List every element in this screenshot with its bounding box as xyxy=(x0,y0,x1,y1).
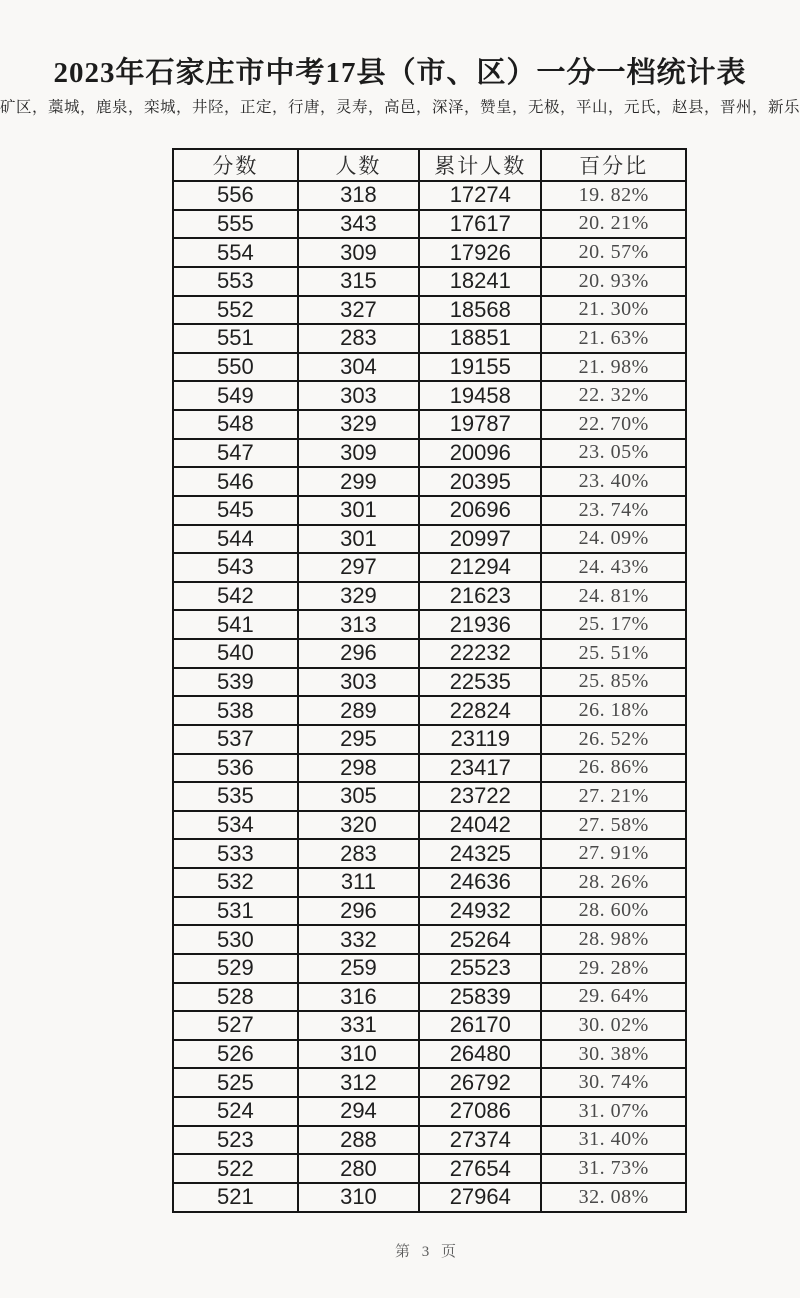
cumulative-cell: 23417 xyxy=(419,754,541,783)
percent-cell: 28. 26% xyxy=(541,868,686,897)
count-cell: 310 xyxy=(298,1040,420,1069)
table-row xyxy=(173,496,686,525)
cumulative-cell: 21623 xyxy=(419,582,541,611)
count-cell: 332 xyxy=(298,925,420,954)
column-header-cumulative: 累计人数 xyxy=(419,149,541,181)
cumulative-cell: 25523 xyxy=(419,954,541,983)
table-row xyxy=(173,267,686,296)
count-cell: 311 xyxy=(298,868,420,897)
table-row xyxy=(173,525,686,554)
count-cell: 295 xyxy=(298,725,420,754)
count-cell: 294 xyxy=(298,1097,420,1126)
cumulative-cell: 21936 xyxy=(419,610,541,639)
county-list-subtitle: 矿区，藁城，鹿泉，栾城，井陉，正定，行唐，灵寿，高邑，深泽，赞皇，无极，平山，元氏，赵县，晋州，新乐 xyxy=(0,99,800,116)
table-row xyxy=(173,725,686,754)
score-cell: 525 xyxy=(173,1068,298,1097)
cumulative-cell: 26792 xyxy=(419,1068,541,1097)
score-cell: 544 xyxy=(173,525,298,554)
percent-cell: 21. 63% xyxy=(541,324,686,353)
cumulative-cell: 20997 xyxy=(419,525,541,554)
cumulative-cell: 17274 xyxy=(419,181,541,210)
cumulative-cell: 19458 xyxy=(419,381,541,410)
table-row xyxy=(173,1011,686,1040)
percent-cell: 20. 93% xyxy=(541,267,686,296)
percent-cell: 31. 40% xyxy=(541,1126,686,1155)
cumulative-cell: 26480 xyxy=(419,1040,541,1069)
table-row xyxy=(173,782,686,811)
percent-cell: 24. 81% xyxy=(541,582,686,611)
table-row xyxy=(173,467,686,496)
score-cell: 552 xyxy=(173,296,298,325)
count-cell: 298 xyxy=(298,754,420,783)
count-cell: 313 xyxy=(298,610,420,639)
count-cell: 301 xyxy=(298,496,420,525)
cumulative-cell: 21294 xyxy=(419,553,541,582)
cumulative-cell: 19787 xyxy=(419,410,541,439)
cumulative-cell: 18568 xyxy=(419,296,541,325)
percent-cell: 28. 60% xyxy=(541,897,686,926)
percent-cell: 31. 73% xyxy=(541,1154,686,1183)
count-cell: 303 xyxy=(298,668,420,697)
score-cell: 555 xyxy=(173,210,298,239)
score-cell: 553 xyxy=(173,267,298,296)
table-row xyxy=(173,811,686,840)
count-cell: 343 xyxy=(298,210,420,239)
column-header-count: 人数 xyxy=(298,149,420,181)
cumulative-cell: 27964 xyxy=(419,1183,541,1212)
score-cell: 536 xyxy=(173,754,298,783)
percent-cell: 22. 32% xyxy=(541,381,686,410)
count-cell: 329 xyxy=(298,410,420,439)
table-header-row xyxy=(173,149,686,181)
table-row xyxy=(173,1126,686,1155)
table-row xyxy=(173,983,686,1012)
score-cell: 548 xyxy=(173,410,298,439)
count-cell: 299 xyxy=(298,467,420,496)
percent-cell: 28. 98% xyxy=(541,925,686,954)
cumulative-cell: 26170 xyxy=(419,1011,541,1040)
score-cell: 521 xyxy=(173,1183,298,1212)
score-cell: 549 xyxy=(173,381,298,410)
score-cell: 540 xyxy=(173,639,298,668)
count-cell: 297 xyxy=(298,553,420,582)
score-cell: 539 xyxy=(173,668,298,697)
cumulative-cell: 25839 xyxy=(419,983,541,1012)
table-row xyxy=(173,897,686,926)
percent-cell: 21. 30% xyxy=(541,296,686,325)
count-cell: 318 xyxy=(298,181,420,210)
cumulative-cell: 24932 xyxy=(419,897,541,926)
percent-cell: 26. 18% xyxy=(541,696,686,725)
count-cell: 305 xyxy=(298,782,420,811)
score-cell: 530 xyxy=(173,925,298,954)
score-cell: 531 xyxy=(173,897,298,926)
cumulative-cell: 23722 xyxy=(419,782,541,811)
cumulative-cell: 23119 xyxy=(419,725,541,754)
score-cell: 529 xyxy=(173,954,298,983)
score-cell: 524 xyxy=(173,1097,298,1126)
count-cell: 289 xyxy=(298,696,420,725)
score-cell: 534 xyxy=(173,811,298,840)
table-row xyxy=(173,868,686,897)
page-number: 第 3 页 xyxy=(394,1244,460,1260)
cumulative-cell: 18241 xyxy=(419,267,541,296)
table-row xyxy=(173,410,686,439)
cumulative-cell: 27654 xyxy=(419,1154,541,1183)
count-cell: 288 xyxy=(298,1126,420,1155)
table-row xyxy=(173,668,686,697)
score-cell: 535 xyxy=(173,782,298,811)
column-header-percent: 百分比 xyxy=(541,149,686,181)
percent-cell: 25. 51% xyxy=(541,639,686,668)
count-cell: 296 xyxy=(298,639,420,668)
score-cell: 532 xyxy=(173,868,298,897)
table-row xyxy=(173,353,686,382)
table-row xyxy=(173,439,686,468)
score-cell: 551 xyxy=(173,324,298,353)
percent-cell: 26. 52% xyxy=(541,725,686,754)
table-row xyxy=(173,754,686,783)
percent-cell: 32. 08% xyxy=(541,1183,686,1212)
cumulative-cell: 20096 xyxy=(419,439,541,468)
count-cell: 280 xyxy=(298,1154,420,1183)
cumulative-cell: 27374 xyxy=(419,1126,541,1155)
percent-cell: 29. 28% xyxy=(541,954,686,983)
count-cell: 283 xyxy=(298,324,420,353)
table-row xyxy=(173,553,686,582)
score-cell: 545 xyxy=(173,496,298,525)
count-cell: 320 xyxy=(298,811,420,840)
score-cell: 526 xyxy=(173,1040,298,1069)
score-cell: 527 xyxy=(173,1011,298,1040)
percent-cell: 27. 91% xyxy=(541,839,686,868)
percent-cell: 22. 70% xyxy=(541,410,686,439)
percent-cell: 24. 09% xyxy=(541,525,686,554)
cumulative-cell: 24042 xyxy=(419,811,541,840)
percent-cell: 30. 74% xyxy=(541,1068,686,1097)
count-cell: 315 xyxy=(298,267,420,296)
count-cell: 316 xyxy=(298,983,420,1012)
column-header-score: 分数 xyxy=(173,149,298,181)
percent-cell: 24. 43% xyxy=(541,553,686,582)
percent-cell: 20. 21% xyxy=(541,210,686,239)
cumulative-cell: 20395 xyxy=(419,467,541,496)
table-row xyxy=(173,639,686,668)
table-row xyxy=(173,1040,686,1069)
percent-cell: 23. 40% xyxy=(541,467,686,496)
cumulative-cell: 24636 xyxy=(419,868,541,897)
table-row xyxy=(173,381,686,410)
cumulative-cell: 17926 xyxy=(419,238,541,267)
cumulative-cell: 18851 xyxy=(419,324,541,353)
percent-cell: 25. 85% xyxy=(541,668,686,697)
percent-cell: 23. 05% xyxy=(541,439,686,468)
count-cell: 309 xyxy=(298,439,420,468)
table-row xyxy=(173,610,686,639)
count-cell: 296 xyxy=(298,897,420,926)
percent-cell: 31. 07% xyxy=(541,1097,686,1126)
score-cell: 537 xyxy=(173,725,298,754)
score-cell: 542 xyxy=(173,582,298,611)
percent-cell: 23. 74% xyxy=(541,496,686,525)
cumulative-cell: 24325 xyxy=(419,839,541,868)
score-table-container xyxy=(172,148,687,1213)
table-row xyxy=(173,238,686,267)
table-row xyxy=(173,839,686,868)
score-distribution-table xyxy=(172,148,687,1213)
table-row xyxy=(173,1183,686,1212)
table-row xyxy=(173,954,686,983)
cumulative-cell: 19155 xyxy=(419,353,541,382)
percent-cell: 26. 86% xyxy=(541,754,686,783)
percent-cell: 21. 98% xyxy=(541,353,686,382)
table-row xyxy=(173,210,686,239)
cumulative-cell: 27086 xyxy=(419,1097,541,1126)
count-cell: 259 xyxy=(298,954,420,983)
table-row xyxy=(173,1068,686,1097)
cumulative-cell: 25264 xyxy=(419,925,541,954)
count-cell: 329 xyxy=(298,582,420,611)
table-row xyxy=(173,324,686,353)
count-cell: 327 xyxy=(298,296,420,325)
count-cell: 310 xyxy=(298,1183,420,1212)
score-cell: 523 xyxy=(173,1126,298,1155)
score-cell: 538 xyxy=(173,696,298,725)
percent-cell: 30. 38% xyxy=(541,1040,686,1069)
percent-cell: 20. 57% xyxy=(541,238,686,267)
count-cell: 304 xyxy=(298,353,420,382)
score-cell: 533 xyxy=(173,839,298,868)
percent-cell: 19. 82% xyxy=(541,181,686,210)
score-cell: 547 xyxy=(173,439,298,468)
count-cell: 312 xyxy=(298,1068,420,1097)
cumulative-cell: 22824 xyxy=(419,696,541,725)
count-cell: 331 xyxy=(298,1011,420,1040)
table-row xyxy=(173,296,686,325)
cumulative-cell: 22535 xyxy=(419,668,541,697)
score-cell: 528 xyxy=(173,983,298,1012)
table-row xyxy=(173,696,686,725)
table-row xyxy=(173,181,686,210)
table-row xyxy=(173,925,686,954)
percent-cell: 25. 17% xyxy=(541,610,686,639)
count-cell: 301 xyxy=(298,525,420,554)
count-cell: 309 xyxy=(298,238,420,267)
score-cell: 522 xyxy=(173,1154,298,1183)
cumulative-cell: 22232 xyxy=(419,639,541,668)
table-row xyxy=(173,582,686,611)
table-body xyxy=(173,181,686,1212)
page-title: 2023年石家庄市中考17县（市、区）一分一档统计表 xyxy=(53,57,747,89)
cumulative-cell: 20696 xyxy=(419,496,541,525)
cumulative-cell: 17617 xyxy=(419,210,541,239)
table-row xyxy=(173,1154,686,1183)
percent-cell: 27. 58% xyxy=(541,811,686,840)
percent-cell: 29. 64% xyxy=(541,983,686,1012)
score-cell: 543 xyxy=(173,553,298,582)
percent-cell: 30. 02% xyxy=(541,1011,686,1040)
score-cell: 546 xyxy=(173,467,298,496)
score-cell: 541 xyxy=(173,610,298,639)
score-cell: 554 xyxy=(173,238,298,267)
percent-cell: 27. 21% xyxy=(541,782,686,811)
count-cell: 303 xyxy=(298,381,420,410)
table-row xyxy=(173,1097,686,1126)
score-cell: 556 xyxy=(173,181,298,210)
score-cell: 550 xyxy=(173,353,298,382)
count-cell: 283 xyxy=(298,839,420,868)
